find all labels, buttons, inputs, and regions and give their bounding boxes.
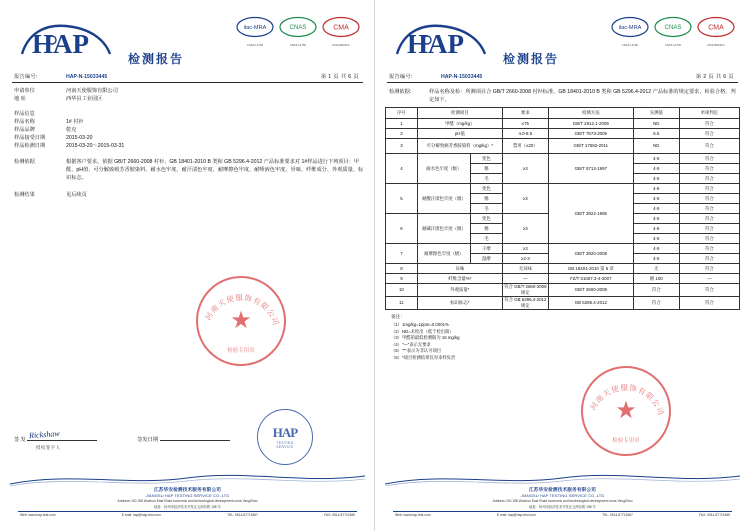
- cell-req: 4.0-8.5: [502, 129, 548, 139]
- page-1-footer: [10, 472, 365, 517]
- meta-row-brand: [14, 126, 365, 134]
- footer-address-cn: 地址：扬州市经济技术开发区五洲东路 198 号: [529, 504, 596, 509]
- cell-value: ND: [633, 139, 679, 154]
- hap-logo: [393, 20, 489, 62]
- cell-value: 4-5: [633, 154, 679, 164]
- cell-method: GB/T 17592-2011: [548, 139, 633, 154]
- footer-fax: FAX: 0514-87711565: [324, 513, 355, 517]
- page-2-content: [385, 8, 740, 523]
- meta-row-received: [14, 134, 365, 142]
- stamp-bottom-text: 检验专用章: [227, 348, 255, 354]
- table-row: [386, 119, 740, 129]
- header-divider: [12, 82, 363, 83]
- cell-value: 4-5: [633, 204, 679, 214]
- sign-label: 签 发: [14, 437, 26, 443]
- svg-text:CNAS: CNAS: [289, 25, 307, 31]
- col-verdict: 单项判定: [679, 108, 739, 119]
- table-row: [386, 244, 740, 254]
- meta-row-applicant: [14, 87, 365, 95]
- page-2-header: [385, 8, 740, 70]
- result-label: 检测结果: [14, 191, 35, 198]
- footer-contacts: [385, 512, 740, 517]
- cell-subitem: 棉: [470, 224, 502, 234]
- cell-no: 4: [386, 154, 418, 184]
- stamp-star-icon: ★: [230, 307, 252, 334]
- col-method: 检测方法: [548, 108, 633, 119]
- footer-wave-decoration: [10, 472, 365, 486]
- meta-value: [66, 110, 365, 118]
- svg-text:河南天使服饰有限公司: 河南天使服饰有限公司: [588, 383, 666, 418]
- ilac-mra-badge: [610, 16, 650, 47]
- cell-no: 10: [386, 284, 418, 297]
- cma-badge: [696, 16, 736, 47]
- note-item: （2）ND=未检出（低于检出限）: [391, 328, 454, 334]
- cell-method: GB/T 5713-1997: [548, 154, 633, 184]
- cell-value: 4-5: [633, 214, 679, 224]
- cell-item: 耐水色牢度（级）: [417, 154, 470, 184]
- cell-method: GB 5296.4-2012: [548, 297, 633, 310]
- footer-web: Web: www.hap-test.com: [395, 513, 431, 517]
- cell-value: 4-5: [633, 164, 679, 174]
- requirement-text: 根据客户要求，依据 GB/T 2660-2008 衬衫、GB 18401-2010 B 类和 GB 5296.4-2012 产品标准要求对 1#样品进行下列项目：甲醛、pH值、可分解致癌芳香胺染料、耐水色牢度、耐汗渍色牢度、耐摩擦色牢度、耐唾液色牢度、异味、纤维成分、外观质量、标识标志。: [66, 159, 364, 182]
- accreditation-badges: [235, 16, 361, 47]
- requirement-block: [14, 158, 365, 183]
- cell-verdict: 符合: [679, 174, 739, 184]
- basis-text: 样品名称及检：所测项目合 GB/T 2660-2008 衬衫标准、GB 18401-2010 B 类和 GB 5296.4-2012 产品标准的规定要求，检验合格，判定如下。: [429, 89, 736, 104]
- meta-value: 河南天使服饰有限公司: [66, 88, 118, 94]
- report-no-value: HAP-N-15033445: [66, 73, 108, 80]
- stamp-star-icon: ★: [615, 397, 637, 424]
- cell-no: 8: [386, 264, 418, 274]
- cell-item: 外观质量*: [417, 284, 502, 297]
- cell-verdict: 符合: [679, 204, 739, 214]
- cell-value: 4-5: [633, 184, 679, 194]
- sample-group-label: [14, 110, 365, 118]
- cell-verdict: 符合: [679, 154, 739, 164]
- svg-text:CMA: CMA: [708, 24, 724, 32]
- hap-logo: [18, 20, 114, 62]
- cell-verdict: 符合: [679, 264, 739, 274]
- cell-req: ≥2-3: [502, 254, 548, 264]
- cma-badge-caption: 2012J0019FC: [707, 44, 725, 47]
- cell-item: 耐酸汗渍色牢度（级）: [417, 184, 470, 214]
- cell-req: 符合 GB 5296.4-2012 规定: [504, 297, 547, 309]
- page-number: 第 1 页 共 6 页: [320, 74, 359, 80]
- accreditation-badges: [610, 16, 736, 47]
- cell-value: 4-5: [633, 254, 679, 264]
- cell-value: 符合: [633, 297, 679, 310]
- signature-handwriting: Rickshaw: [29, 428, 61, 441]
- cnas-badge: [653, 16, 693, 47]
- report-page-2: [375, 0, 750, 531]
- col-item: 检测项目: [417, 108, 502, 119]
- results-table: [385, 107, 740, 310]
- blue-seal-inner: [272, 425, 299, 449]
- cell-item: 标识标志*: [417, 297, 502, 310]
- notes-block: [391, 314, 740, 361]
- meta-label: 样品信息: [14, 111, 35, 117]
- company-red-stamp: [196, 276, 286, 366]
- cell-verdict: 符合: [679, 194, 739, 204]
- col-req: 要求: [502, 108, 548, 119]
- meta-value: 1# 衬衫: [66, 119, 84, 125]
- cell-no: 5: [386, 184, 418, 214]
- cell-method: GB/T 3920-2008: [548, 244, 633, 264]
- report-no-value: HAP-N-15033445: [441, 73, 483, 80]
- cell-no: 6: [386, 214, 418, 244]
- footer-tel: TEL: 0514-87711567: [602, 513, 633, 517]
- cell-verdict: 符合: [679, 119, 739, 129]
- cnas-badge-caption: CNAS L4766: [664, 44, 682, 47]
- report-no-line: [14, 73, 365, 80]
- note-item: （4）"—"表示无要求: [391, 341, 431, 347]
- cell-verdict: 符合: [679, 234, 739, 244]
- cell-value: 4-5: [633, 224, 679, 234]
- meta-label: 样品接受日期: [14, 135, 46, 141]
- requirement-row: [14, 158, 365, 183]
- note-item: （5）"*"表示为非认可项目: [391, 348, 442, 354]
- cell-subitem: 棉: [470, 194, 502, 204]
- cell-verdict: —: [679, 274, 739, 284]
- cell-req: 无异味: [502, 264, 548, 274]
- sample-block: [14, 110, 365, 150]
- svg-text:CNAS: CNAS: [664, 25, 682, 31]
- cell-verdict: 符合: [679, 214, 739, 224]
- cell-method: GB/T 3922-1995: [548, 184, 633, 244]
- table-row: [386, 184, 740, 194]
- applicant-block: [14, 87, 365, 103]
- footer-company-cn: 江苏华安检测技术服务有限公司: [528, 487, 597, 493]
- cell-value: ND: [633, 119, 679, 129]
- company-red-stamp: [581, 366, 671, 456]
- meta-label: 申请单位: [14, 88, 35, 94]
- meta-value: 2015-03-20: [66, 135, 93, 141]
- cell-item: 耐摩擦色牢度（级）: [417, 244, 470, 264]
- ilac-badge-caption: CNAS L4766: [621, 44, 639, 47]
- meta-value: 西华县工业园区: [66, 96, 103, 102]
- notes-title: 备注：: [391, 314, 405, 320]
- cell-item: 耐碱汗渍色牢度（级）: [417, 214, 470, 244]
- cell-req: ≤75: [502, 119, 548, 129]
- svg-text:河南天使服饰有限公司: 河南天使服饰有限公司: [203, 293, 281, 328]
- report-no-label: 报告编号:: [14, 74, 38, 80]
- footer-email: E-mail: hap@hap-test.com: [496, 513, 536, 517]
- meta-label: 样品名称: [14, 119, 35, 125]
- cell-item: 异味: [417, 264, 502, 274]
- header-divider: [387, 82, 738, 83]
- table-row: [386, 284, 740, 297]
- cell-value: 4-5: [633, 234, 679, 244]
- cell-verdict: 符合: [679, 164, 739, 174]
- cell-subitem: 干摩: [470, 244, 502, 254]
- note-item: （5）*项目检测结果仅对来样负责: [391, 354, 456, 360]
- svg-text:HAP: HAP: [407, 29, 464, 59]
- stamp-bottom-text: 检验专用章: [612, 438, 640, 444]
- result-block: [14, 191, 365, 199]
- cell-verdict: 符合: [679, 297, 739, 310]
- table-row: [386, 297, 740, 310]
- blue-seal-brand: HAP: [272, 425, 298, 440]
- svg-text:HAP: HAP: [32, 29, 89, 59]
- cell-method: GB 18401-2010 第 6 章: [548, 264, 633, 274]
- page-number: 第 2 页 共 6 页: [695, 74, 734, 80]
- cell-method: FZ/T 01057.3-4-2007: [548, 274, 633, 284]
- table-row: [386, 154, 740, 164]
- basis-block: [389, 88, 740, 104]
- sign-date-cell: [137, 431, 229, 443]
- signature-line: [27, 428, 97, 441]
- blue-seal-sub: TESTING SERVICE: [276, 441, 294, 449]
- cell-item: 甲醛（mg/kg）: [417, 119, 502, 129]
- cell-item: 可分解致癌芳香胺染料（mg/kg）*: [417, 139, 502, 154]
- page-1-content: [10, 8, 365, 523]
- report-no-line: [389, 73, 740, 80]
- cell-no: 7: [386, 244, 418, 264]
- cell-subitem: 变色: [470, 214, 502, 224]
- meta-row-tested: [14, 142, 365, 150]
- authorized-signatory-note: 授权签字人: [36, 445, 61, 450]
- cell-no: 11: [386, 297, 418, 310]
- cell-no: 9: [386, 274, 418, 284]
- table-row: [386, 274, 740, 284]
- footer-company-cn: 江苏华安检测技术服务有限公司: [153, 487, 222, 493]
- footer-company-en: JIANGSU HAP TESTING SERVICE CO.,LTD: [520, 493, 605, 499]
- ilac-badge-caption: CNAS L4766: [246, 44, 264, 47]
- footer-contacts: [10, 512, 365, 517]
- cell-value: 6.5: [633, 129, 679, 139]
- cell-verdict: 符合: [679, 129, 739, 139]
- hap-blue-seal: [257, 409, 313, 465]
- basis-row: [389, 88, 740, 104]
- cell-value: 无: [633, 264, 679, 274]
- footer-address-en: Address: NO.198 Wuzhou East Road economic and technological development zone,YangZhou: [492, 499, 633, 504]
- cell-subitem: 棉: [470, 164, 502, 174]
- note-item: （3）甲醛的最低检测限为 16 mg/kg: [391, 335, 460, 341]
- footer-tel: TEL: 0514-87711567: [227, 513, 258, 517]
- cell-item: 纤维含量%*: [417, 274, 502, 284]
- sign-date-label: 签发日期: [137, 437, 159, 443]
- cell-verdict: 符合: [679, 139, 739, 154]
- cell-value: 符合: [633, 284, 679, 297]
- cnas-badge-caption: CNAS L4766: [289, 44, 307, 47]
- cell-subitem: 毛: [470, 234, 502, 244]
- footer-address-cn: 地址：扬州市经济技术开发区五洲东路 198 号: [154, 504, 221, 509]
- meta-value: 乾克: [66, 127, 77, 133]
- svg-text:CMA: CMA: [333, 24, 349, 32]
- table-row: [386, 129, 740, 139]
- table-row: [386, 264, 740, 274]
- page-1-header: [10, 8, 365, 70]
- cell-method: GB/T 2660-2008: [548, 284, 633, 297]
- cell-verdict: 符合: [679, 254, 739, 264]
- cell-req: 符合 GB/T 2660-2008 规定: [504, 284, 547, 296]
- cell-value: 棉 100: [633, 274, 679, 284]
- signer-cell: [14, 428, 97, 443]
- cma-badge: [321, 16, 361, 47]
- cell-method: GB/T 7573-2009: [548, 129, 633, 139]
- cell-req: ≥3: [502, 184, 548, 214]
- meta-row-address: [14, 95, 365, 103]
- requirement-label: 检测依据: [14, 159, 35, 165]
- cell-req: ≥3: [502, 214, 548, 244]
- cell-subitem: 毛: [470, 174, 502, 184]
- sign-date-line: [160, 431, 230, 441]
- page-title: 检测报告: [128, 52, 185, 66]
- report-no-label: 报告编号:: [389, 74, 413, 80]
- result-value: 见后续页: [66, 191, 87, 198]
- table-header-row: [386, 108, 740, 119]
- footer-company-en: JIANGSU HAP TESTING SERVICE CO.,LTD: [145, 493, 230, 499]
- cell-subitem: 变色: [470, 154, 502, 164]
- meta-label: 样品品牌: [14, 127, 35, 133]
- cell-value: 4-5: [633, 194, 679, 204]
- footer-fax: FAX: 0514-87711565: [699, 513, 730, 517]
- cell-req: ≥3: [502, 154, 548, 184]
- cell-req: 禁用（≤20）: [502, 139, 548, 154]
- cell-verdict: 符合: [679, 244, 739, 254]
- note-item: （1）1mg/kg=1ppm=0.0001%: [391, 322, 449, 327]
- cell-value: 4-5: [633, 244, 679, 254]
- page-title: 检测报告: [503, 52, 560, 66]
- footer-web: Web: www.hap-test.com: [20, 513, 56, 517]
- meta-row-sample-name: [14, 118, 365, 126]
- svg-text:ilac-MRA: ilac-MRA: [618, 25, 642, 31]
- meta-label: 地 址: [14, 96, 26, 102]
- footer-wave-decoration: [385, 472, 740, 486]
- cnas-badge: [278, 16, 318, 47]
- table-row: [386, 139, 740, 154]
- page-2-footer: [385, 472, 740, 517]
- meta-label: 样品检测日期: [14, 143, 46, 149]
- basis-label: 检测依据:: [389, 89, 412, 95]
- cell-req: ≥3: [502, 244, 548, 254]
- cma-badge-caption: 2012J0019FC: [332, 44, 350, 47]
- cell-value: 4-5: [633, 174, 679, 184]
- footer-address-en: Address: NO.198 Wuzhou East Road economic and technological development zone,YangZhou: [117, 499, 258, 504]
- cell-verdict: 符合: [679, 224, 739, 234]
- cell-verdict: 符合: [679, 284, 739, 297]
- svg-text:ilac-MRA: ilac-MRA: [243, 25, 267, 31]
- cell-subitem: 变色: [470, 184, 502, 194]
- col-no: 序号: [386, 108, 418, 119]
- cell-subitem: 湿摩: [470, 254, 502, 264]
- cell-req: —: [502, 274, 548, 284]
- col-value: 实测值: [633, 108, 679, 119]
- footer-email: E-mail: hap@hap-test.com: [121, 513, 161, 517]
- cell-no: 1: [386, 119, 418, 129]
- cell-subitem: 毛: [470, 204, 502, 214]
- cell-method: GB/T 2912.1-2009: [548, 119, 633, 129]
- cell-verdict: 符合: [679, 184, 739, 194]
- cell-no: 2: [386, 129, 418, 139]
- result-row: [14, 191, 365, 199]
- cell-item: pH值: [417, 129, 502, 139]
- ilac-mra-badge: [235, 16, 275, 47]
- meta-value: 2015-03-20～2015-03-31: [66, 143, 125, 149]
- cell-no: 3: [386, 139, 418, 154]
